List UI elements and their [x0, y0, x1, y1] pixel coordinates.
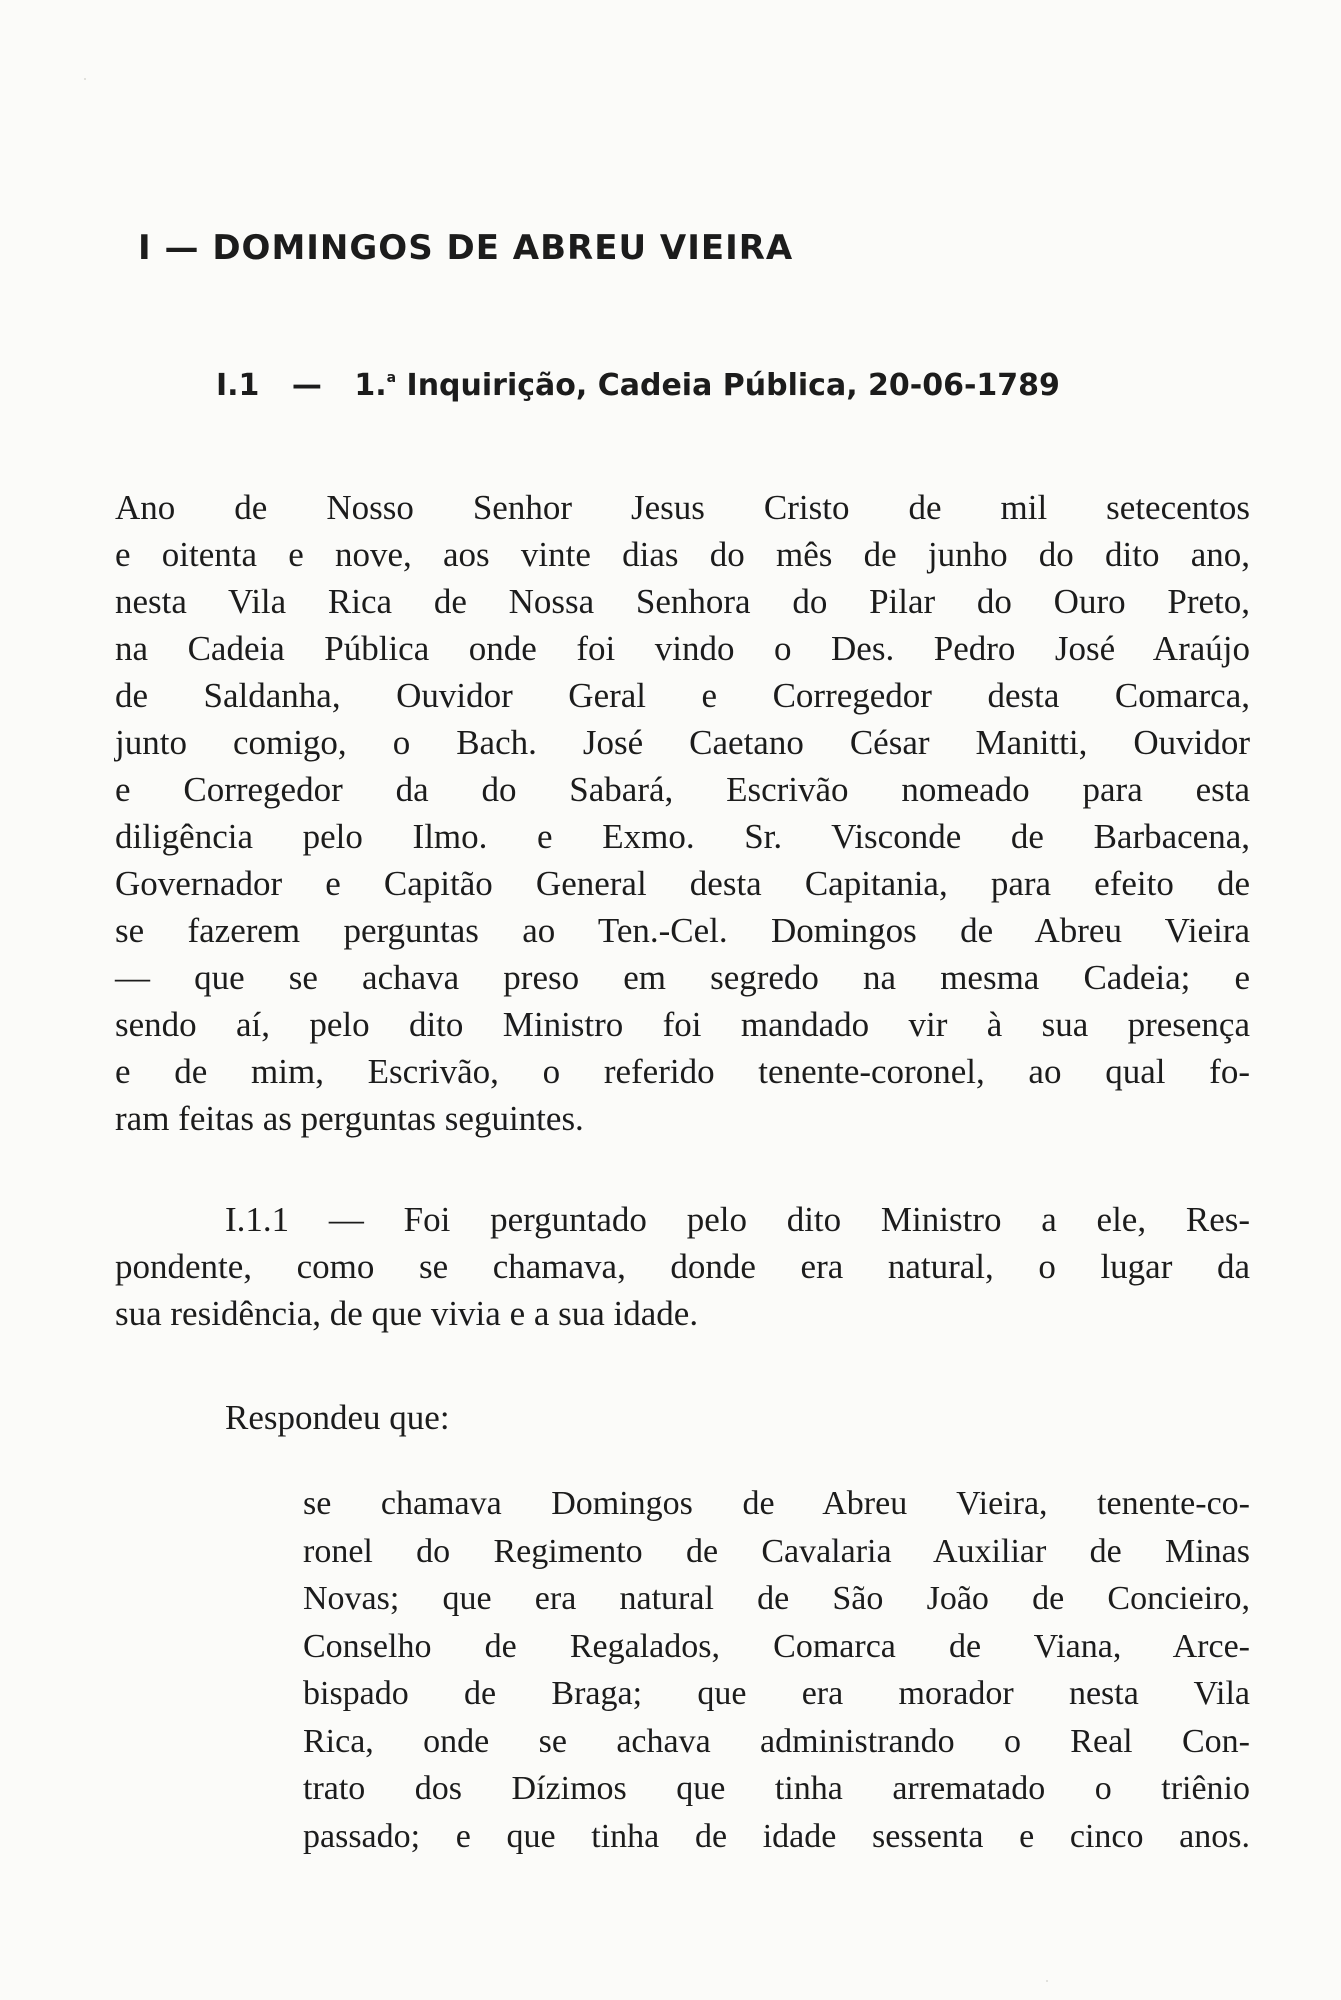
section-heading: [216, 368, 1060, 403]
paragraph-opening: [115, 484, 1250, 1142]
text-line: e Corregedor da do Sabará, Escrivão nomeado para esta: [115, 770, 1250, 809]
paper-speck: [84, 78, 86, 80]
text-line: Novas; que era natural de São João de Concieiro,: [303, 1580, 1250, 1617]
text-line: Ano de Nosso Senhor Jesus Cristo de mil setecentos: [115, 488, 1250, 527]
text-line: ronel do Regimento de Cavalaria Auxiliar de Minas: [303, 1532, 1250, 1570]
text-line: I.1.1 — Foi perguntado pelo dito Ministro a ele, Res-: [225, 1200, 1250, 1239]
paragraph-answer-intro: [225, 1394, 625, 1441]
text-line: de Saldanha, Ouvidor Geral e Corregedor desta Comarca,: [115, 676, 1250, 715]
text-line: junto comigo, o Bach. José Caetano César Manitti, Ouvidor: [115, 723, 1250, 762]
chapter-title: I — DOMINGOS DE ABREU VIEIRA: [138, 228, 794, 268]
text-line: e de mim, Escrivão, o referido tenente-coronel, ao qual fo-: [115, 1052, 1250, 1091]
section-ordinal: 1.: [354, 368, 387, 403]
text-line: passado; e que tinha de idade sessenta e cinco anos.: [303, 1817, 1250, 1855]
text-line: Governador e Capitão General desta Capitania, para efeito de: [115, 864, 1250, 903]
text-line: Conselho de Regalados, Comarca de Viana, Arce-: [303, 1627, 1250, 1665]
text-line: diligência pelo Ilmo. e Exmo. Sr. Visconde de Barbacena,: [115, 817, 1250, 856]
text-line: pondente, como se chamava, donde era natural, o lugar da: [115, 1247, 1250, 1286]
paragraph-answer: [303, 1480, 1250, 1860]
text-line: — que se achava preso em segredo na mesma Cadeia; e: [115, 958, 1250, 997]
text-line: bispado de Braga; que era morador nesta Vila: [303, 1675, 1250, 1712]
text-line: se chamava Domingos de Abreu Vieira, tenente-co-: [303, 1485, 1250, 1522]
paper-speck: [1046, 1980, 1048, 1982]
text-line: se fazerem perguntas ao Ten.-Cel. Domingos de Abreu Vieira: [115, 911, 1250, 950]
text-line: Rica, onde se achava administrando o Real Con-: [303, 1722, 1250, 1760]
paragraph-question: [115, 1196, 1250, 1337]
text-line: sendo aí, pelo dito Ministro foi mandado vir à sua presença: [115, 1005, 1250, 1044]
section-ordinal-superscript: a: [386, 370, 397, 386]
text-line: nesta Vila Rica de Nossa Senhora do Pilar do Ouro Preto,: [115, 582, 1250, 621]
text-line: e oitenta e nove, aos vinte dias do mês de junho do dito ano,: [115, 535, 1250, 574]
section-dash: —: [291, 368, 322, 403]
text-line: Respondeu que:: [225, 1398, 450, 1437]
section-number: I.1: [216, 368, 260, 403]
text-line: sua residência, de que vivia e a sua idade.: [115, 1294, 699, 1333]
text-line: ram feitas as perguntas seguintes.: [115, 1099, 584, 1138]
text-line: na Cadeia Pública onde foi vindo o Des. Pedro José Araújo: [115, 629, 1250, 668]
section-title: Inquirição, Cadeia Pública, 20-06-1789: [406, 368, 1060, 403]
text-line: trato dos Dízimos que tinha arrematado o triênio: [303, 1770, 1250, 1807]
